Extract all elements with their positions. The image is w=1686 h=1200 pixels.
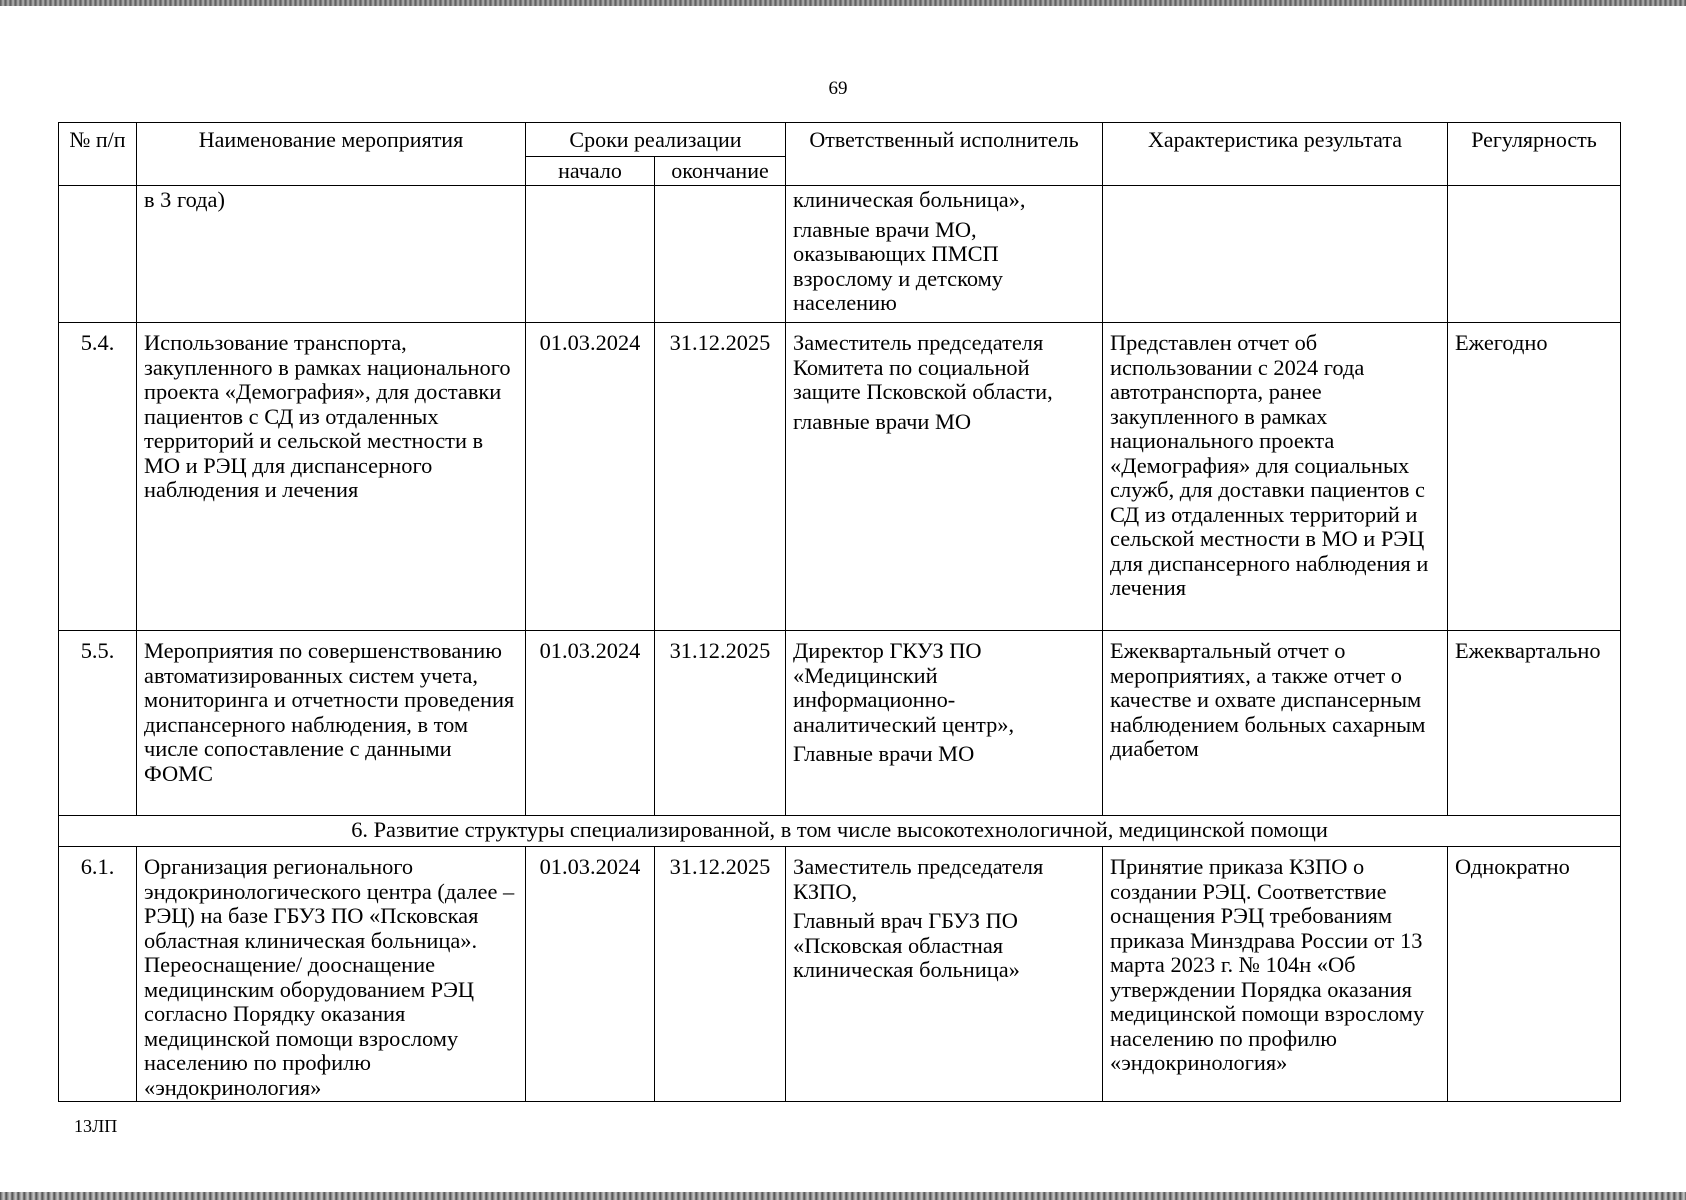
cell-end: 31.12.2025 [655, 631, 786, 816]
cell-result [1103, 186, 1448, 323]
cell-start: 01.03.2024 [526, 847, 655, 1102]
header-end: окончание [655, 157, 786, 186]
executor-line: Главные врачи МО [793, 741, 975, 766]
header-start: начало [526, 157, 655, 186]
cell-regularity [1448, 186, 1621, 323]
cell-start: 01.03.2024 [526, 323, 655, 631]
header-row [59, 123, 1621, 157]
scan-edge-bottom [0, 1192, 1686, 1200]
executor-line: клиническая больница», [793, 187, 1026, 212]
cell-executor [786, 323, 1103, 631]
cell-name: Мероприятия по совершенствованию автоматизированных систем учета, мониторинга и отчетности проведения диспансерного наблюдения, в том числе сопоставление с данными ФОМС [137, 631, 526, 816]
executor-line: Главный врач ГБУЗ ПО «Псковская областная клиническая больница» [793, 908, 1020, 982]
header-name: Наименование мероприятия [137, 123, 526, 186]
cell-executor [786, 186, 1103, 323]
executor-line: главные врачи МО [793, 408, 972, 434]
header-result: Характеристика результата [1103, 123, 1448, 186]
cell-name: Организация регионального эндокринологического центра (далее – РЭЦ) на базе ГБУЗ ПО «Псковская областная клиническая больница». Переоснащение/ дооснащение медицинским оборудованием РЭЦ согласно Порядку оказания медицинской помощи взрослому населению по профилю «эндокринология» [137, 847, 526, 1102]
table-row-5-4 [59, 323, 1621, 631]
cell-result: Принятие приказа КЗПО о создании РЭЦ. Соответствие оснащения РЭЦ требованиям приказа Минздрава России от 13 марта 2023 г. № 104н «Об утверждении Порядка оказания медицинской помощи взрослому населению по профилю «эндокринология» [1103, 847, 1448, 1102]
header-terms: Сроки реализации [526, 123, 786, 157]
cell-regularity: Ежегодно [1448, 323, 1621, 631]
table-row-6-1 [59, 847, 1621, 1102]
cell-num: 5.4. [59, 323, 137, 631]
executor-line: Директор ГКУЗ ПО «Медицинский информационно-аналитический центр», [793, 638, 1015, 737]
cell-end: 31.12.2025 [655, 847, 786, 1102]
cell-end [655, 186, 786, 323]
cell-result: Представлен отчет об использовании с 2024 года автотранспорта, ранее закупленного в рамках национального проекта «Демография» для социальных служб, для доставки пациентов с СД из отдаленных территорий и сельской местности в МО и РЭЦ для диспансерного наблюдения и лечения [1103, 323, 1448, 631]
cell-start: 01.03.2024 [526, 631, 655, 816]
page-number: 69 [828, 78, 848, 99]
section-title: 6. Развитие структуры специализированной, в том числе высокотехнологичной, медицинской помощи [59, 816, 1621, 847]
executor-line: Заместитель председателя КЗПО, [793, 854, 1044, 904]
cell-start [526, 186, 655, 323]
scan-edge-top [0, 0, 1686, 6]
header-executor: Ответственный исполнитель [786, 123, 1103, 186]
cell-num: 6.1. [59, 847, 137, 1102]
header-regularity: Регулярность [1448, 123, 1621, 186]
footer-code: 13ЛП [74, 1116, 118, 1136]
header-num: № п/п [59, 123, 137, 186]
section-row [59, 816, 1621, 847]
activities-table [58, 122, 1621, 1102]
executor-line: главные врачи МО, оказывающих ПМСП взрослому и детскому населению [793, 216, 1003, 315]
table-row-continuation [59, 186, 1621, 323]
cell-regularity: Однократно [1448, 847, 1621, 1102]
cell-name: Использование транспорта, закупленного в рамках национального проекта «Демография», для доставки пациентов с СД из отдаленных территорий и сельской местности в МО и РЭЦ для диспансерного наблюдения и лечения [137, 323, 526, 631]
cell-executor [786, 847, 1103, 1102]
cell-result: Ежеквартальный отчет о мероприятиях, а также отчет о качестве и охвате диспансерным наблюдением больных сахарным диабетом [1103, 631, 1448, 816]
cell-regularity: Ежеквартально [1448, 631, 1621, 816]
cell-num [59, 186, 137, 323]
table-row-5-5 [59, 631, 1621, 816]
executor-line: Заместитель председателя Комитета по социальной защите Псковской области, [793, 330, 1053, 404]
cell-executor [786, 631, 1103, 816]
cell-end: 31.12.2025 [655, 323, 786, 631]
cell-num: 5.5. [59, 631, 137, 816]
cell-name: в 3 года) [137, 186, 526, 323]
